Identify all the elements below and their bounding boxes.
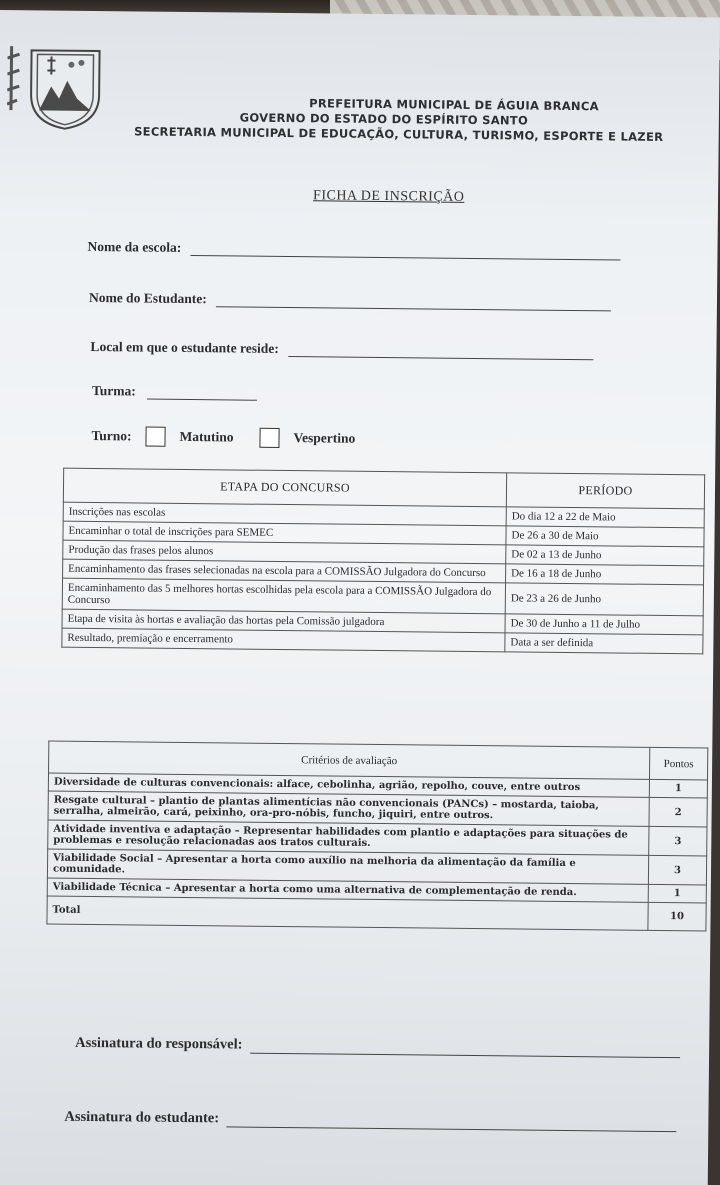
document-header	[0, 93, 719, 145]
school-name-label: Nome da escola:	[87, 238, 182, 255]
school-name-field[interactable]	[87, 239, 620, 261]
schedule-period: De 23 a 26 de Junho	[505, 583, 703, 616]
header-prefeitura: PREFEITURA MUNICIPAL DE ÁGUIA BRANCA	[309, 96, 599, 114]
total-label: Total	[47, 896, 648, 930]
criterion-points: 1	[649, 779, 707, 798]
student-residence-line[interactable]	[288, 345, 593, 360]
schedule-period: De 16 a 18 de Junho	[506, 564, 704, 585]
schedule-stage: Etapa de visita às hortas e avaliação das hortas pela Comissão julgadora	[62, 609, 505, 633]
header-secretaria: SECRETARIA MUNICIPAL DE EDUCAÇÃO, CULTURA, TURISMO, ESPORTE E LAZER	[134, 124, 664, 144]
form-title: FICHA DE INSCRIÇÃO	[312, 188, 465, 205]
guardian-signature-label: Assinatura do responsável:	[75, 1034, 243, 1053]
student-signature-line[interactable]	[227, 1115, 677, 1132]
paper-sheet	[0, 10, 720, 1185]
criteria-header: Critérios de avaliação	[49, 741, 650, 779]
student-name-line[interactable]	[216, 295, 611, 311]
schedule-stage: Resultado, premiação e encerramento	[62, 628, 505, 652]
points-header: Pontos	[649, 747, 707, 780]
student-residence-field[interactable]	[90, 339, 593, 360]
class-label: Turma:	[91, 382, 136, 399]
student-signature-label: Assinatura do estudante:	[64, 1108, 220, 1127]
criteria-table	[46, 741, 708, 932]
schedule-period: De 30 de Junho a 11 de Julho	[505, 614, 703, 635]
student-signature-field[interactable]	[64, 1109, 676, 1132]
schedule-stage: Encaminhamento das frases selecionadas na escola para a COMISSÃO Julgadora do Concurso	[63, 559, 506, 583]
class-field[interactable]	[92, 383, 257, 401]
schedule-period: De 02 a 13 de Junho	[506, 545, 704, 566]
schedule-stage: Produção das frases pelos alunos	[63, 540, 506, 564]
afternoon-label: Vespertino	[293, 430, 356, 446]
criterion-points: 2	[649, 797, 707, 827]
student-residence-label: Local em que o estudante reside:	[90, 338, 279, 356]
student-name-field[interactable]	[89, 290, 611, 311]
header-governo: GOVERNO DO ESTADO DO ESPÍRITO SANTO	[239, 110, 529, 128]
criterion-points: 1	[648, 884, 706, 903]
morning-label: Matutino	[179, 428, 234, 445]
shift-selector	[91, 426, 355, 449]
criterion-points: 3	[649, 826, 707, 856]
criterion: Diversidade de culturas convencionais: alface, cebolinha, agrião, repolho, couve, entre outros	[48, 773, 649, 797]
schedule-period: Data a ser definida	[505, 633, 703, 654]
schedule-header-period: PERÍODO	[506, 473, 704, 509]
schedule-stage: Encaminhamento das 5 melhores hortas escolhidas pela escola para a COMISSÃO Julgadora do Concurso	[62, 578, 505, 614]
total-value: 10	[648, 902, 706, 931]
criterion: Viabilidade Técnica – Apresentar a horta como uma alternativa de complementação de renda.	[47, 878, 648, 902]
schedule-stage: Encaminhar o total de inscrições para SEMEC	[63, 521, 506, 545]
guardian-signature-line[interactable]	[250, 1042, 680, 1059]
school-name-line[interactable]	[191, 244, 621, 261]
student-name-label: Nome do Estudante:	[88, 289, 207, 307]
class-line[interactable]	[147, 388, 257, 401]
guardian-signature-field[interactable]	[75, 1035, 680, 1058]
criterion-points: 3	[648, 855, 706, 885]
schedule-period: De 26 a 30 de Maio	[506, 526, 704, 547]
criterion: Atividade inventiva e adaptação – Representar habilidades com plantio e adaptações para situações de problemas e resolução relacionadas aos tratos culturais.	[48, 820, 649, 855]
criterion: Viabilidade Social – Apresentar a horta como auxílio na melhoria da alimentação da família e comunidade.	[47, 849, 648, 884]
schedule-stage: Inscrições nas escolas	[63, 502, 506, 526]
morning-checkbox[interactable]	[145, 427, 165, 447]
shift-label: Turno:	[91, 427, 132, 444]
schedule-period: Do dia 12 a 22 de Maio	[506, 507, 704, 528]
total-row	[47, 896, 706, 931]
afternoon-checkbox[interactable]	[259, 428, 279, 448]
criterion: Resgate cultural – plantio de plantas alimentícias não convencionais (PANCs) – mostarda, taioba, serralha, almeirão, cará, peixinho, ora-pro-nóbis, funcho, jiquiri, entre outros.	[48, 791, 649, 826]
schedule-table	[61, 468, 705, 655]
schedule-header-stage: ETAPA DO CONCURSO	[63, 468, 506, 507]
